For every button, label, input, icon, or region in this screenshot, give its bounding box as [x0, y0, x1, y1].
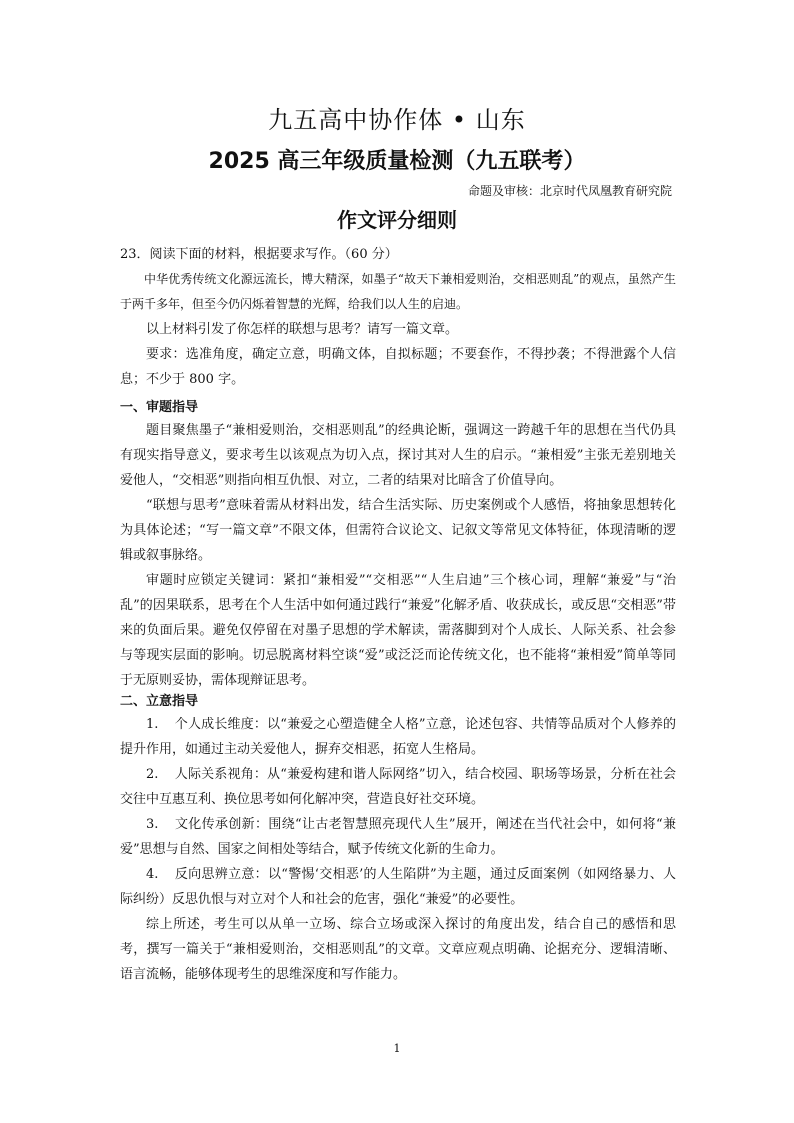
summary-paragraph: 综上所述，考生可以从单一立场、综合立场或深入探讨的角度出发，结合自己的感悟和思考，撰写一篇关于“兼相爱则治，交相恶则乱”的文章。文章应观点明确、论据充分、逻辑清晰、语言流畅，能够体现考生的思维深度和写作能力。 [120, 917, 676, 982]
page-number: 1 [393, 1042, 401, 1055]
org-title: 九五高中协作体 • 山东 [268, 106, 526, 134]
list-number: 1. [146, 717, 159, 732]
list-text: 反向思辨立意：以“警惕‘交相恶’的人生陷阱”为主题，通过反面案例（如网络暴力、人际纠纷）反思仇恨与对立对个人和社会的危害，强化“兼爱”的必要性。 [120, 867, 676, 907]
section2-heading: 二、立意指导 [120, 694, 199, 709]
list-number: 2. [146, 767, 159, 782]
section1-paragraph: “联想与思考”意味着需从材料出发，结合生活实际、历史案例或个人感悟，将抽象思想转化为具体论述；“写一篇文章”不限文体，但需符合议论文、记叙文等常见文体特征，体现清晰的逻辑或叙事脉络。 [120, 498, 676, 563]
prompt-block [120, 242, 676, 392]
requirements-paragraph: 要求：选准角度，确定立意，明确文体，自拟标题；不要套作，不得抄袭；不得泄露个人信息；不少于 800 字。 [120, 347, 676, 387]
task-paragraph: 以上材料引发了你怎样的联想与思考？请写一篇文章。 [146, 322, 459, 337]
question-line: 23．阅读下面的材料，根据要求写作。（60 分） [120, 247, 398, 262]
list-item [120, 862, 676, 912]
section1-paragraph: 审题时应锁定关键词：紧扣“兼相爱”“交相恶”“人生启迪”三个核心词，理解“兼爱”与“治乱”的因果联系，思考在个人生活中如何通过践行“兼爱”化解矛盾、收获成长，或反思“交相恶”带来的负面后果。避免仅停留在对墨子思想的学术解读，需落脚到对个人成长、人际关系、社会参与等现实层面的影响。切忌脱离材料空谈“爱”或泛泛而论传统文化，也不能将“兼相爱”简单等同于无原则妥协，需体现辩证思考。 [120, 573, 676, 688]
list-text: 个人成长维度：以“兼爱之心塑造健全人格”立意，论述包容、共情等品质对个人修养的提升作用，如通过主动关爱他人，摒弃交相恶，拓宽人生格局。 [120, 717, 676, 757]
list-text: 文化传承创新：围绕“让古老智慧照亮现代人生”展开，阐述在当代社会中，如何将“兼爱”思想与自然、国家之间相处等结合，赋予传统文化新的生命力。 [120, 817, 676, 857]
list-number: 4. [146, 867, 159, 882]
list-number: 3. [146, 817, 159, 832]
section1-heading: 一、审题指导 [120, 400, 199, 415]
list-text: 人际关系视角：从“兼爱构建和谐人际网络”切入，结合校园、职场等场景，分析在社会交往中互惠互利、换位思考如何化解冲突，营造良好社交环境。 [120, 767, 676, 807]
list-item [120, 762, 676, 812]
doc-title: 作文评分细则 [337, 208, 457, 232]
section2-body [120, 712, 676, 987]
list-item [120, 812, 676, 862]
section1-paragraph: 题目聚焦墨子“兼相爱则治，交相恶则乱”的经典论断，强调这一跨越千年的思想在当代仍具有现实指导意义，要求考生以该观点为切入点，探讨其对人生的启示。“兼相爱”主张无差别地关爱他人，“交相恶”则指向相互仇恨、对立，二者的结果对比暗含了价值导向。 [120, 423, 676, 488]
material-paragraph: 中华优秀传统文化源远流长，博大精深，如墨子“故天下兼相爱则治，交相恶则乱”的观点，虽然产生于两千多年，但至今仍闪烁着智慧的光辉，给我们以人生的启迪。 [120, 272, 676, 311]
credit-line: 命题及审核：北京时代凤凰教育研究院 [467, 184, 672, 198]
exam-title: 2025 高三年级质量检测（九五联考） [208, 149, 586, 174]
list-item [120, 712, 676, 762]
section1-body [120, 418, 676, 693]
